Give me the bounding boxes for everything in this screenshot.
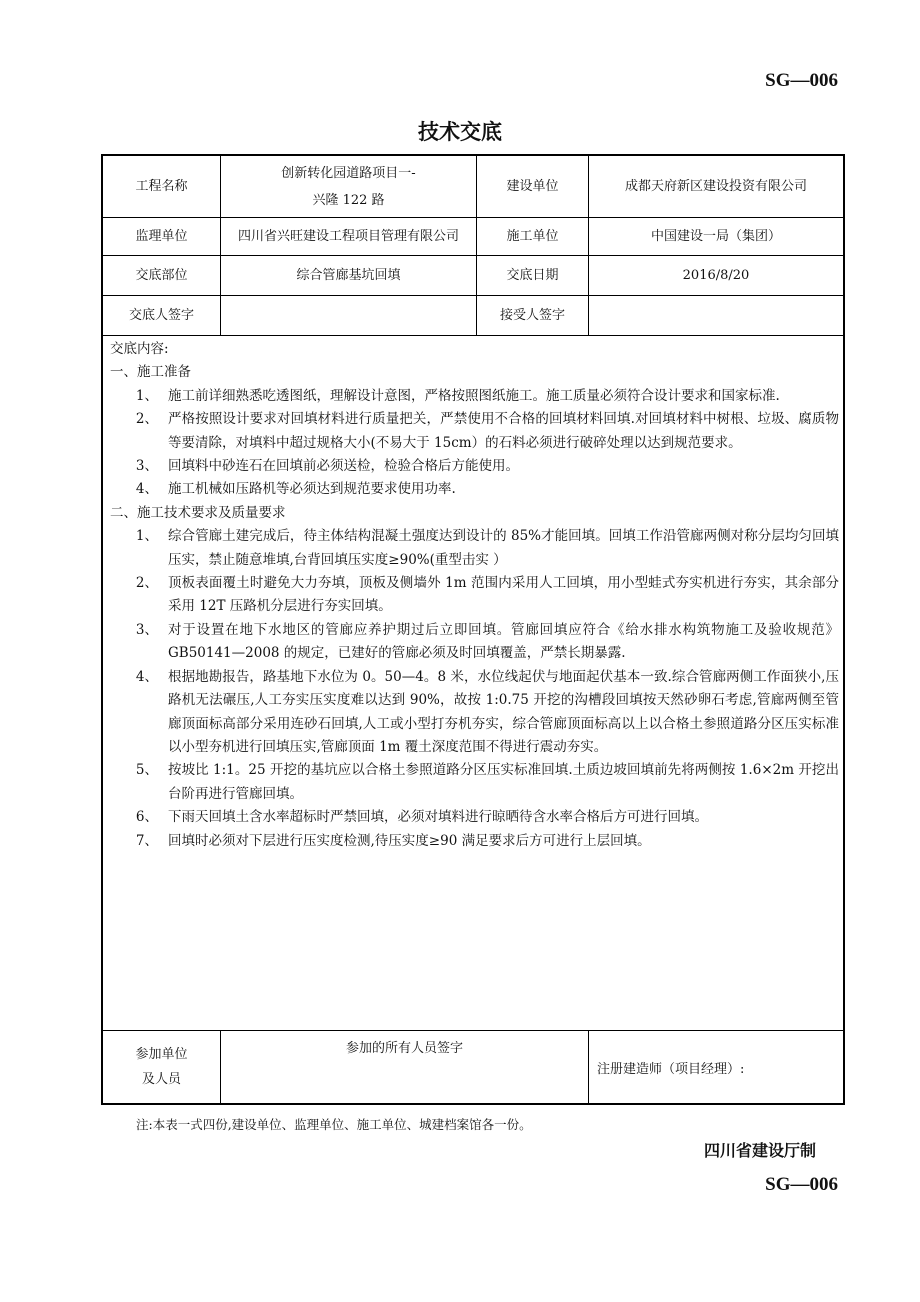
item-number: 6、 <box>135 809 158 826</box>
project-name-value <box>221 156 477 217</box>
item-number: 7、 <box>135 832 158 849</box>
project-name-line1: 创新转化园道路项目一- <box>281 165 416 181</box>
item-text: 综合管廊土建完成后，待主体结构混凝土强度达到设计的 85%才能回填。回填工作沿管廊两侧对称分层均匀回填压实，禁止随意堆填,台背回填压实度≥90%(重型击实 ） <box>168 528 839 568</box>
row-project-builder <box>103 156 843 218</box>
handover-form-table <box>101 154 845 1105</box>
document-title: 技术交底 <box>418 120 502 144</box>
item-text: 严格按照设计要求对回填材料进行质量把关，严禁使用不合格的回填材料回填.对回填材料中树根、垃圾、腐质物等要清除，对填料中超过规格大小(不易大于 15cm）的石料必须进行破碎处理以达到规范要求。 <box>168 411 839 451</box>
list-item <box>110 455 839 478</box>
registered-constructor-field[interactable] <box>589 1031 843 1103</box>
item-number: 1、 <box>135 528 158 545</box>
part-label: 交底部位 <box>103 256 221 295</box>
date-label: 交底日期 <box>477 256 589 295</box>
participants-label <box>103 1031 221 1103</box>
item-text: 根据地勘报告，路基地下水位为 0。50—4。8 米，水位线起伏与地面起伏基本一致.综合管廊两侧工作面狭小,压路机无法碾压,人工夯实压实度难以达到 90%，故按 1:0.75 开挖的沟槽段回填按天然砂卵石考虑,管廊两侧至管廊顶面标高部分采用连砂石回填,人工或小型打夯机夯实，综合管廊顶面标高以上以合格土参照道路分区压实标准以小型夯机进行回填压实,管廊顶面 1m 覆土深度范围不得进行震动夯实。 <box>168 668 839 755</box>
item-text: 下雨天回填土含水率超标时严禁回填，必须对填料进行晾晒待含水率合格后方可进行回填。 <box>168 809 708 826</box>
item-number: 2、 <box>135 575 158 592</box>
participants-row <box>103 1031 843 1103</box>
list-item <box>110 759 839 806</box>
list-item <box>110 478 839 501</box>
item-text: 施工机械如压路机等必须达到规范要求使用功率. <box>168 481 456 498</box>
list-item <box>110 408 839 455</box>
project-name-label: 工程名称 <box>103 156 221 217</box>
content-label: 交底内容: <box>110 341 169 357</box>
list-item <box>110 666 839 760</box>
part-value: 综合管廊基坑回填 <box>221 256 477 295</box>
section-title: 二、施工技术要求及质量要求 <box>110 504 286 521</box>
item-number: 4、 <box>135 481 158 498</box>
section-items <box>110 385 839 502</box>
issuer-label: 四川省建设厅制 <box>703 1141 816 1160</box>
section-items <box>110 525 839 853</box>
item-text: 顶板表面覆土时避免大力夯填，顶板及侧墙外 1m 范围内采用人工回填，用小型蛙式夯实机进行夯实，其余部分采用 12T 压路机分层进行夯实回填。 <box>168 575 839 615</box>
row-signatures <box>103 296 843 336</box>
item-number: 4、 <box>135 668 158 685</box>
supervisor-value: 四川省兴旺建设工程项目管理有限公司 <box>221 218 477 255</box>
participants-label-line1: 参加单位 <box>135 1047 188 1062</box>
item-number: 3、 <box>135 621 158 638</box>
document-code-top: SG—006 <box>765 70 838 91</box>
item-text: 施工前详细熟悉吃透图纸，理解设计意图，严格按照图纸施工。施工质量必须符合设计要求和国家标准. <box>168 387 780 404</box>
item-text: 按坡比 1:1。25 开挖的基坑应以合格土参照道路分区压实标准回填.土质边坡回填前先将两侧按 1.6×2m 开挖出台阶再进行管廊回填。 <box>168 762 839 802</box>
item-number: 5、 <box>135 762 158 779</box>
list-item <box>110 619 839 666</box>
row-part-date <box>103 256 843 296</box>
copies-note: 注:本表一式四份,建设单位、监理单位、施工单位、城建档案馆各一份。 <box>136 1117 532 1132</box>
participants-label-line2: 及人员 <box>141 1072 181 1087</box>
giver-sign-field[interactable] <box>221 296 477 335</box>
registered-constructor-label: 注册建造师（项目经理）: <box>597 1061 745 1077</box>
date-value: 2016/8/20 <box>682 268 750 283</box>
item-text: 对于设置在地下水地区的管廊应养护期过后立即回填。管廊回填应符合《给水排水构筑物施工及验收规范》GB50141—2008 的规定，已建好的管廊必须及时回填覆盖，严禁长期暴露. <box>168 621 839 662</box>
supervisor-label: 监理单位 <box>103 218 221 255</box>
item-number: 3、 <box>135 458 158 475</box>
item-text: 回填料中砂连石在回填前必须送检，检验合格后方能使用。 <box>168 458 519 475</box>
document-code-bottom: SG—006 <box>765 1174 838 1195</box>
builder-value: 成都天府新区建设投资有限公司 <box>624 179 807 194</box>
giver-sign-label: 交底人签字 <box>103 296 221 335</box>
list-item <box>110 385 839 408</box>
constructor-label: 施工单位 <box>477 218 589 255</box>
section-title: 一、施工准备 <box>110 364 191 381</box>
project-name-line2: 兴隆 122 路 <box>312 192 385 208</box>
list-item <box>110 525 839 572</box>
item-number: 2、 <box>135 411 158 428</box>
list-item <box>110 572 839 619</box>
builder-label: 建设单位 <box>477 156 589 217</box>
row-supervisor-constructor <box>103 218 843 256</box>
all-signatures-label: 参加的所有人员签字 <box>345 1041 463 1056</box>
item-text: 回填时必须对下层进行压实度检测,待压实度≥90 满足要求后方可进行上层回填。 <box>168 832 651 849</box>
list-item <box>110 806 839 829</box>
receiver-sign-field[interactable] <box>589 296 843 335</box>
item-number: 1、 <box>135 387 158 404</box>
handover-content <box>103 336 843 1031</box>
all-signatures-field[interactable] <box>221 1031 589 1103</box>
constructor-value: 中国建设一局（集团） <box>650 229 781 244</box>
receiver-sign-label: 接受人签字 <box>477 296 589 335</box>
list-item <box>110 830 839 853</box>
